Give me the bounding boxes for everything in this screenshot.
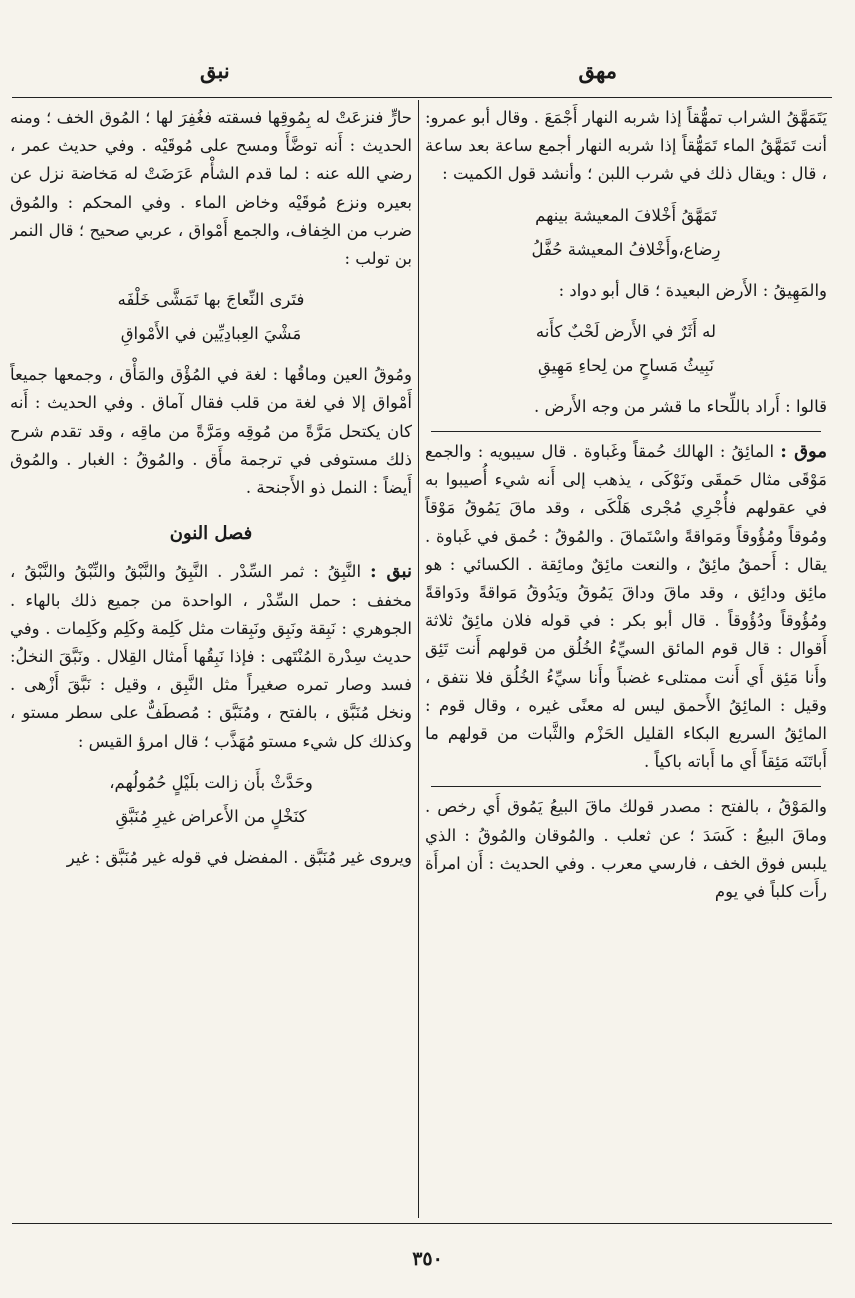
right-column [425, 104, 827, 1216]
entry-separator [431, 431, 821, 432]
verse [425, 315, 827, 383]
entry-text: النَّبِقُ : ثمر السِّدْر . النَّبِقُ والنَّبْقُ والنِّبْقُ والنَّبْقُ ، مخفف : حمل السِّدْر ، الواحدة من جميع ذلك بالهاء . الجوهري : نَبِقة ونَبِق ونَبِقات مثل كَلِمة وكَلِم وكَلِمات . وفي حديث سِدْرة المُنْتَهى : فإذا نَبِقُها أَمثال القِلال . ونَبَّقَ النخلُ: فسد وصار تمره صغيراً مثل النَّبِق ، وقيل : نَبَّقَ أَزْهى . ونخل مُنَبَّق ، بالفتح ، ومُنَبَّق : مُصطَفٌّ على سطر مستو ، وكذلك كل شيء مستو مُهَذَّب ؛ قال امرؤ القيس : [10, 562, 412, 751]
paragraph: والمَوْقُ ، بالفتح : مصدر قولك ماقَ البيعُ يَمُوق أَي رخص . وماقَ البيعُ : كَسَدَ ؛ عن ثعلب . والمُوقان والمُوقُ : الذي يلبس فوق الخف ، فارسي معرب . وفي الحديث : أَن امرأَة رأَت كلباً في يوم [425, 797, 827, 902]
entry-root: نبق : [369, 561, 412, 583]
page-header [0, 58, 855, 88]
verse [10, 283, 412, 351]
entry-root: موق : [780, 441, 827, 463]
paragraph: قالوا : أَراد باللِّحاء ما قشر من وجه الأَرض . [534, 396, 827, 416]
running-headword-right: مهق [578, 58, 617, 83]
paragraph: ومُوقُ العين وماقُها : لغة في المُؤْق والمَأْق ، وجمعها جميعاً أَمْواق إلا في لغة من قلب فقال آماق . وفي الحديث : أَنه كان يكتحل مَرَّةً من مُوقِه ومَرَّةً من ماقِه ، وقد تقدم شرح ذلك مستوفى في ترجمة مأَق . والمُوقُ : الغبار . والمُوق أَيضاً : النمل ذو الأَجنحة . [10, 365, 412, 498]
page-number: ٣٥٠ [412, 1248, 443, 1270]
verse-line: له أَثَرٌ في الأَرض لَحْبٌ كأَنه [535, 321, 717, 341]
paragraph: والمَهِيقُ : الأَرض البعيدة ؛ قال أبو دواد : [558, 280, 827, 300]
footer-rule [12, 1223, 832, 1224]
header-rule [12, 97, 832, 98]
dictionary-entry [10, 558, 412, 755]
entry-text: المائِقُ : الهالك حُمقاً وغَباوة . قال سيبويه : والجمع مَوْقَى مثال حَمقَى ونَوْكَى ، يذهب إلى أَنه شيء أُصيبوا به في عقولهم فأُجْرِي مُجْرى هَلْكَى ، وقد ماقَ يَمُوقُ مَوْقاً ومُوقاً ومُؤُوقاً ومَواقةً واسْتَماقَ . والمُوقُ : حُمق في غَباوة . يقال : أَحمقُ مائِقٌ ، والنعت مائِقٌ ومائِقة . الكسائي : هو مائِق ودائِق ، وقد ماقَ وداقَ يَمُوقُ ويَدُوقُ مَواقةً ودَواقةً ومُؤُوقاً ودُؤُوقاً . قال أبو بكر : في قوله فلان مائِقٌ ثلاثة أَقوال : قال قوم المائق السيِّءُ الخُلُق من قولهم أَنت تَئِق وأَنا مَئِق أَي أَنت ممتلىء غضباً وأَنا سيِّءُ الخُلُق فلا نتفق ، وقيل : المائِقُ الأَحمق ليس له معنًى غيره ، وقال قوم : المائِقُ السريع البكاء القليل الحَزْم والثَّبات من قولهم ما أَباتَنَه مَئِقاً أَي ما أَباته باكياً . [425, 442, 827, 772]
verse-line: فتَرى النِّعاجَ بها تَمَشَّى خَلْفَه [117, 290, 305, 310]
column-divider [418, 100, 419, 1218]
verse-line: رِضاع،وأَخْلافُ المعيشة حُفَّلُ [531, 239, 721, 259]
verse-line: نَبِيثُ مَساحٍ من لِحاءِ مَهِيقِ [537, 355, 714, 375]
dictionary-entry [425, 438, 827, 776]
running-headword-left: نبق [200, 58, 230, 83]
verse-line: وحَدَّثْ بأَن زالت بلَيْلٍ حُمُولُهم، [109, 772, 313, 792]
verse-line: تَمَهَّقُ أَخْلافَ المعيشة بينهم [535, 205, 717, 225]
paragraph: يَتَمَهَّقُ الشراب تمهُّقاً إذا شربه النهار أَجْمَعَ . وقال أبو عمرو: أنت تَمَهَّقُ الماء تَمَهُّقاً إذا شربه النهار أجمع ساعة بعد ساعة ، قال : ويقال ذلك في شرب اللبن ؛ وأنشد قول الكميت : [425, 108, 827, 184]
section-heading: فصل النون [169, 523, 253, 545]
verse [425, 199, 827, 267]
entry-separator [431, 786, 821, 787]
verse [10, 766, 412, 834]
paragraph: حارٍّ فنزعَتْ له بِمُوقِها فسقته فغُفِرَ لها ؛ المُوق الخف ؛ ومنه الحديث : أَنه توضَّأَ ومسح على مُوقَيْه . وفي حديث عمر ، رضي الله عنه : لما قدم الشأْم عَرَضَتْ له مَخاضة نزل عن بعيره ونزع مُوقَيْه وخاض الماء . وفي المحكم : والمُوق ضرب من الخِفاف، والجمع أَمْواق ، عربي صحيح ؛ قال النمر بن تولب : [10, 108, 412, 269]
verse-line: مَشْيَ العِبادِيِّين في الأَمْواقِ [120, 324, 302, 344]
paragraph: ويروى غير مُنَبَّق . المفضل في قوله غير مُنَبَّق : غير [66, 847, 412, 867]
verse-line: كنَخْلٍ من الأَعراض غيرِ مُنَبَّقِ [115, 806, 307, 826]
left-column [10, 104, 412, 1216]
